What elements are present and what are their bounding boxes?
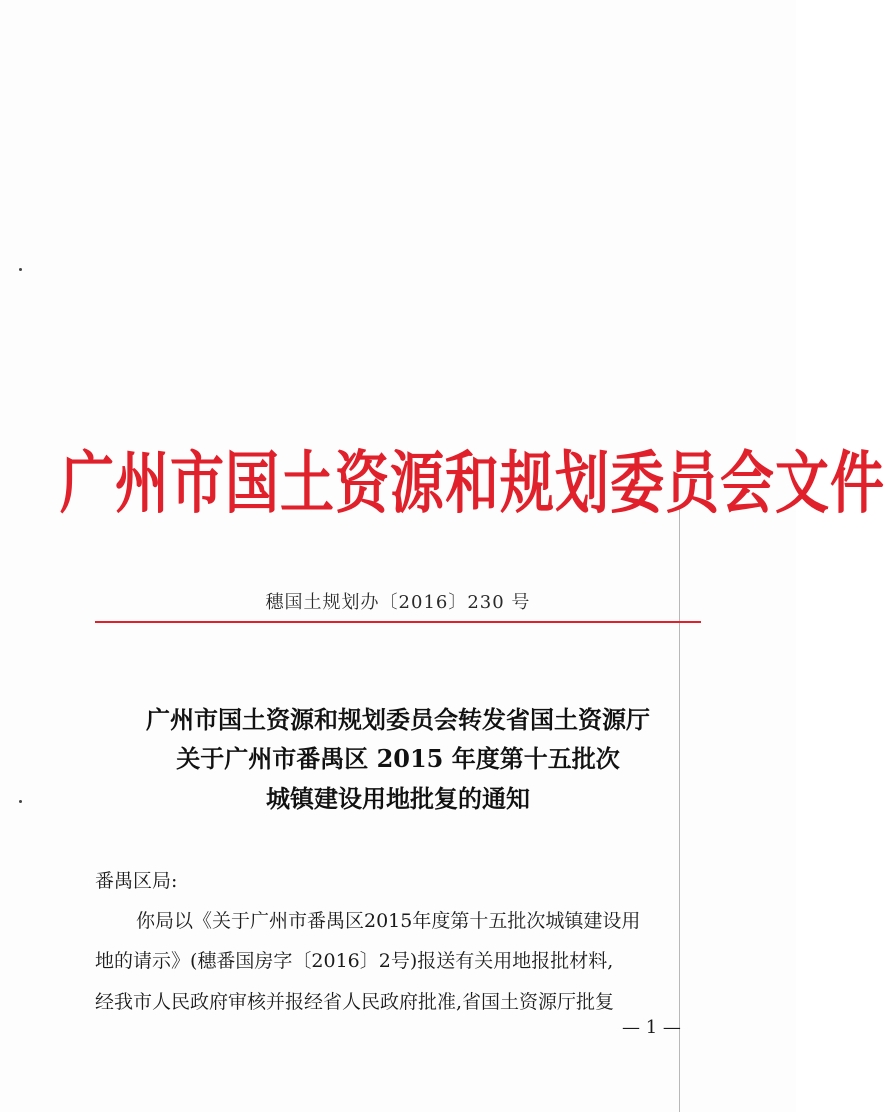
document-title-line-3: 城镇建设用地批复的通知 <box>266 784 530 813</box>
binding-hole-mark <box>19 268 22 271</box>
body-paragraph-line: 地的请示》(穗番国房字〔2016〕2号)报送有关用地报批材料, <box>95 950 614 972</box>
page-number: — 1 — <box>622 1017 681 1038</box>
issuer-header: 广州市国土资源和规划委员会文件 <box>60 442 885 523</box>
document-title-line-2: 关于广州市番禺区 2015 年度第十五批次 <box>176 744 620 773</box>
document-number: 穗国土规划办〔2016〕230 号 <box>265 592 531 613</box>
body-paragraph-line: 经我市人民政府审核并报经省人民政府批准,省国土资源厅批复 <box>95 991 615 1013</box>
body-paragraph-line: 你局以《关于广州市番禺区2015年度第十五批次城镇建设用 <box>136 910 641 932</box>
salutation: 番禺区局: <box>95 870 178 892</box>
red-separator-rule <box>95 621 701 623</box>
document-title-line-1: 广州市国土资源和规划委员会转发省国土资源厅 <box>146 705 650 734</box>
